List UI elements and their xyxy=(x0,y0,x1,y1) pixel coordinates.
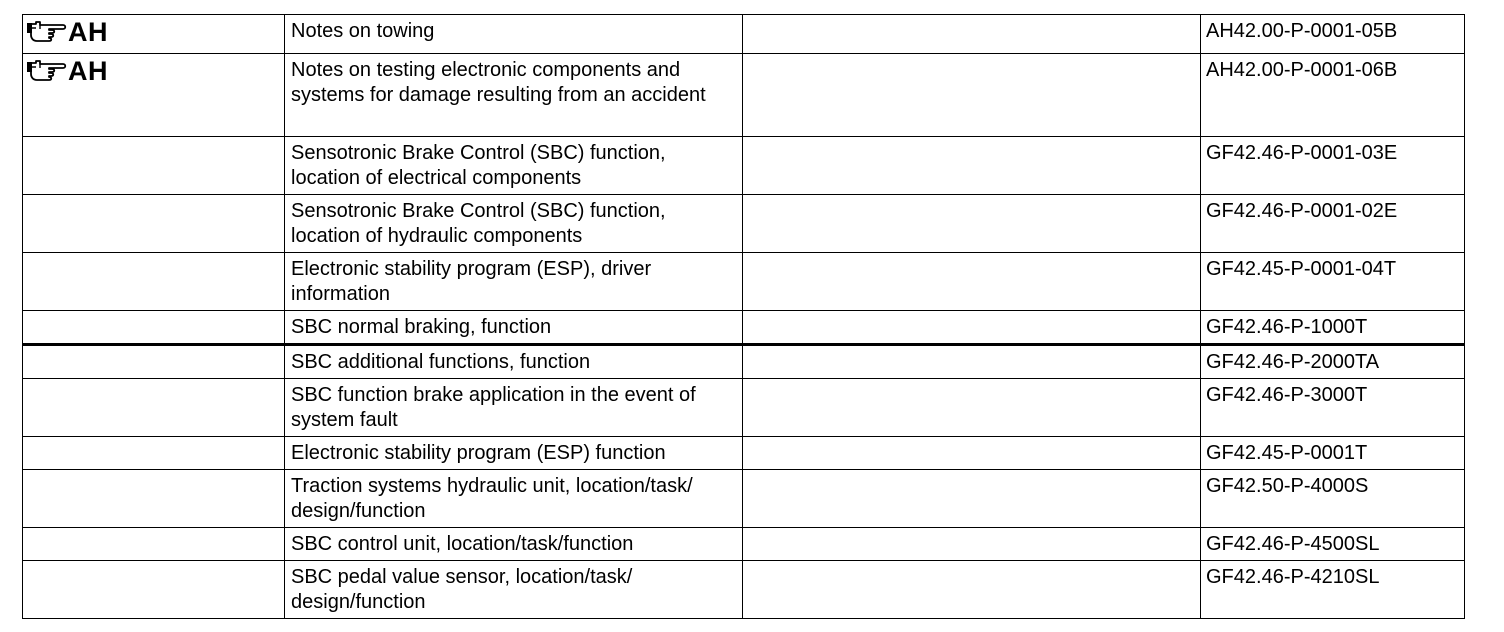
note-cell xyxy=(743,137,1201,195)
note-cell xyxy=(743,437,1201,470)
document-code-link[interactable]: GF42.46-P-2000TA xyxy=(1201,345,1465,379)
note-cell xyxy=(743,253,1201,311)
marker-cell xyxy=(23,561,285,619)
document-title: Electronic stability program (ESP) function xyxy=(285,437,743,470)
document-code-link[interactable]: GF42.46-P-0001-02E xyxy=(1201,195,1465,253)
document-code-link[interactable]: GF42.46-P-4500SL xyxy=(1201,528,1465,561)
note-cell xyxy=(743,379,1201,437)
marker-cell xyxy=(23,470,285,528)
note-cell xyxy=(743,195,1201,253)
marker-cell xyxy=(23,437,285,470)
document-title: SBC additional functions, function xyxy=(285,345,743,379)
marker-cell xyxy=(23,311,285,345)
note-cell xyxy=(743,561,1201,619)
table-row xyxy=(23,195,1465,253)
document-code-link[interactable]: AH42.00-P-0001-06B xyxy=(1201,54,1465,137)
document-title: Electronic stability program (ESP), driver information xyxy=(285,253,743,311)
marker-cell xyxy=(23,528,285,561)
document-code-link[interactable]: GF42.46-P-0001-03E xyxy=(1201,137,1465,195)
ah-marker[interactable] xyxy=(27,56,108,86)
table-row xyxy=(23,15,1465,54)
marker-cell xyxy=(23,195,285,253)
note-cell xyxy=(743,15,1201,54)
document-title: Sensotronic Brake Control (SBC) function, location of electrical components xyxy=(285,137,743,195)
document-reference-table xyxy=(22,14,1465,619)
note-cell xyxy=(743,345,1201,379)
table-row xyxy=(23,311,1465,345)
document-code-link[interactable]: GF42.46-P-3000T xyxy=(1201,379,1465,437)
document-title: SBC function brake application in the event of system fault xyxy=(285,379,743,437)
marker-cell xyxy=(23,54,285,137)
table-row xyxy=(23,54,1465,137)
document-code-link[interactable]: GF42.50-P-4000S xyxy=(1201,470,1465,528)
document-title: Sensotronic Brake Control (SBC) function, location of hydraulic components xyxy=(285,195,743,253)
table-body xyxy=(23,15,1465,619)
ah-marker[interactable] xyxy=(27,17,108,47)
document-code-link[interactable]: GF42.45-P-0001-04T xyxy=(1201,253,1465,311)
pointing-hand-icon xyxy=(27,60,67,82)
note-cell xyxy=(743,470,1201,528)
document-title: SBC normal braking, function xyxy=(285,311,743,345)
table-row xyxy=(23,561,1465,619)
marker-cell xyxy=(23,15,285,54)
document-code-link[interactable]: GF42.46-P-1000T xyxy=(1201,311,1465,345)
table-row xyxy=(23,379,1465,437)
ah-marker-text: AH xyxy=(68,56,108,86)
table-row xyxy=(23,253,1465,311)
note-cell xyxy=(743,311,1201,345)
marker-cell xyxy=(23,345,285,379)
marker-cell xyxy=(23,379,285,437)
marker-cell xyxy=(23,253,285,311)
document-title: Traction systems hydraulic unit, location/task/ design/function xyxy=(285,470,743,528)
ah-marker-text: AH xyxy=(68,17,108,47)
table-row xyxy=(23,528,1465,561)
document-title: SBC pedal value sensor, location/task/ design/function xyxy=(285,561,743,619)
note-cell xyxy=(743,528,1201,561)
document-title: SBC control unit, location/task/function xyxy=(285,528,743,561)
note-cell xyxy=(743,54,1201,137)
table-row xyxy=(23,437,1465,470)
table-row xyxy=(23,470,1465,528)
table-row xyxy=(23,137,1465,195)
document-title: Notes on towing xyxy=(285,15,743,54)
pointing-hand-icon xyxy=(27,21,67,43)
document-code-link[interactable]: GF42.45-P-0001T xyxy=(1201,437,1465,470)
table-row xyxy=(23,345,1465,379)
document-code-link[interactable]: AH42.00-P-0001-05B xyxy=(1201,15,1465,54)
marker-cell xyxy=(23,137,285,195)
document-title: Notes on testing electronic components and systems for damage resulting from an accident xyxy=(285,54,743,137)
document-code-link[interactable]: GF42.46-P-4210SL xyxy=(1201,561,1465,619)
